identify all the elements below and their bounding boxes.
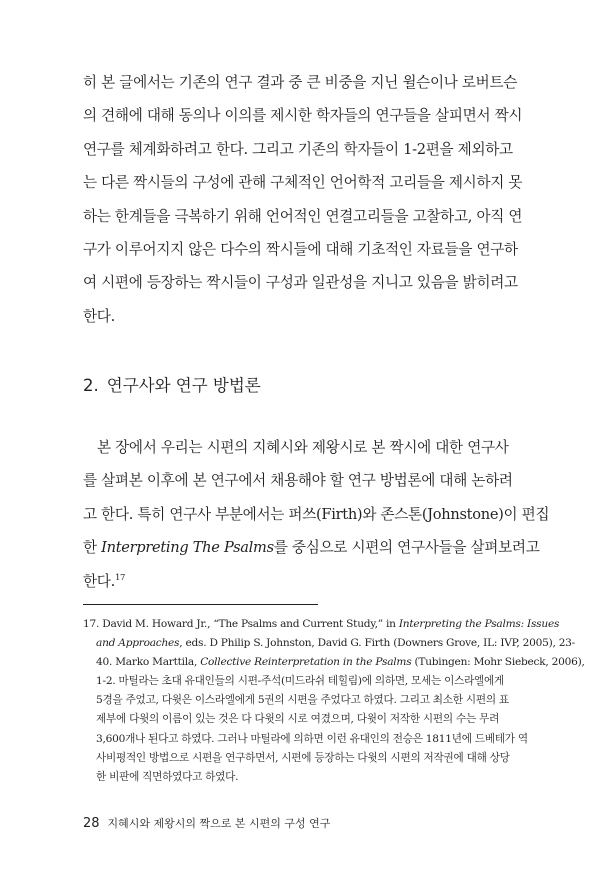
text-line: 구가 이루어지지 않은 다수의 짝시들에 대해 기초적인 자료들을 연구하 (83, 241, 518, 259)
footnote-line (83, 634, 576, 653)
footnote-line: 5경을 주었고, 다윗은 이스라엘에게 5권의 시편을 주었다고 하였다. 그리고 최소한 시편의 표 (96, 694, 509, 707)
text-line (83, 565, 519, 598)
text-line: 는 다른 짝시들의 구성에 관해 구체적인 언어학적 고리들을 제시하지 못 (83, 174, 523, 192)
text-line (83, 531, 540, 564)
text-segment: 40. Marko Marttila, (96, 656, 201, 669)
footnote-divider (83, 604, 318, 605)
cited-title: Collective Reinterpretation in the Psalms (200, 656, 412, 669)
footnote-line: 사비평적인 방법으로 시편을 연구하면서, 시편에 등장하는 다윗의 시편의 저작권에 대해 상당 (96, 751, 510, 764)
footnote-line (83, 615, 560, 634)
footnote-line: 제부에 다윗의 이름이 있는 것은 다 다윗의 시로 여겼으며, 다윗이 저작한 시편의 수는 무려 (96, 713, 500, 726)
text-line: 의 견해에 대해 동의나 이의를 제시한 학자들의 연구들을 살피면서 짝시 (83, 107, 523, 125)
text-segment: 를 중심으로 시편의 연구사들을 살펴보려고 (273, 539, 540, 557)
footnote-reference: 17 (114, 572, 126, 583)
section-number: 2. (83, 376, 99, 395)
section-title: 연구사와 연구 방법론 (106, 376, 261, 395)
text-segment: , eds. D Philip S. Johnston, David G. Firth (Downers Grove, IL: IVP, 2005), 23- (179, 637, 576, 650)
text-line: 본 장에서 우리는 시편의 지혜시와 제왕시로 본 짝시에 대한 연구사 (97, 439, 509, 456)
footnote-line: 1-2. 마틸라는 초대 유대인들의 시편-주석(미드라쉬 테힐림)에 의하면, 모세는 이스라엘에게 (96, 675, 505, 688)
text-line: 고 한다. 특히 연구사 부분에서는 퍼쓰(Firth)와 존스톤(Johnstone)이 편집 (83, 505, 550, 523)
text-line: 를 살펴본 이후에 본 연구에서 채용해야 할 연구 방법론에 대해 논하려 (83, 472, 513, 490)
text-line: 히 본 글에서는 기존의 연구 결과 중 큰 비중을 지닌 윌슨이나 로버트슨 (83, 74, 518, 91)
text-segment: 17. David M. Howard Jr., “The Psalms and Current Study,” in (83, 618, 399, 630)
text-segment: (Tubingen: Mohr Siebeck, 2006), (411, 656, 585, 669)
page-number: 28 (83, 816, 100, 831)
text-line: 한다. (83, 307, 115, 325)
footnote-line: 한 비판에 직면하였다고 하였다. (96, 770, 239, 783)
section-heading (83, 374, 261, 398)
section-paragraph (83, 431, 550, 598)
footnote-line: 3,600개나 된다고 하였다. 그러나 마틸라에 의하면 이런 유대인의 전승은 1811년에 드베테가 역 (96, 732, 528, 745)
intro-paragraph (83, 66, 523, 333)
page-footer (83, 816, 330, 832)
text-line: 여 시편에 등장하는 짝시들이 구성과 일관성을 지니고 있음을 밝히려고 (83, 274, 518, 292)
text-line: 연구를 체계화하려고 한다. 그리고 기존의 학자들이 1-2편을 제외하고 (83, 140, 513, 158)
text-line: 하는 한계들을 극복하기 위해 언어적인 연결고리들을 고찰하고, 아직 연 (83, 207, 523, 225)
text-segment: 한 (83, 539, 102, 557)
cited-title: Interpreting the Psalms: Issues (398, 618, 560, 630)
running-title: 지혜시와 제왕시의 짝으로 본 시편의 구성 연구 (107, 817, 331, 830)
footnote (83, 615, 585, 787)
book-title: Interpreting The Psalms (101, 539, 274, 557)
cited-title: and Approaches (96, 637, 180, 650)
text-segment: 한다. (83, 572, 115, 590)
footnote-line (83, 653, 585, 672)
